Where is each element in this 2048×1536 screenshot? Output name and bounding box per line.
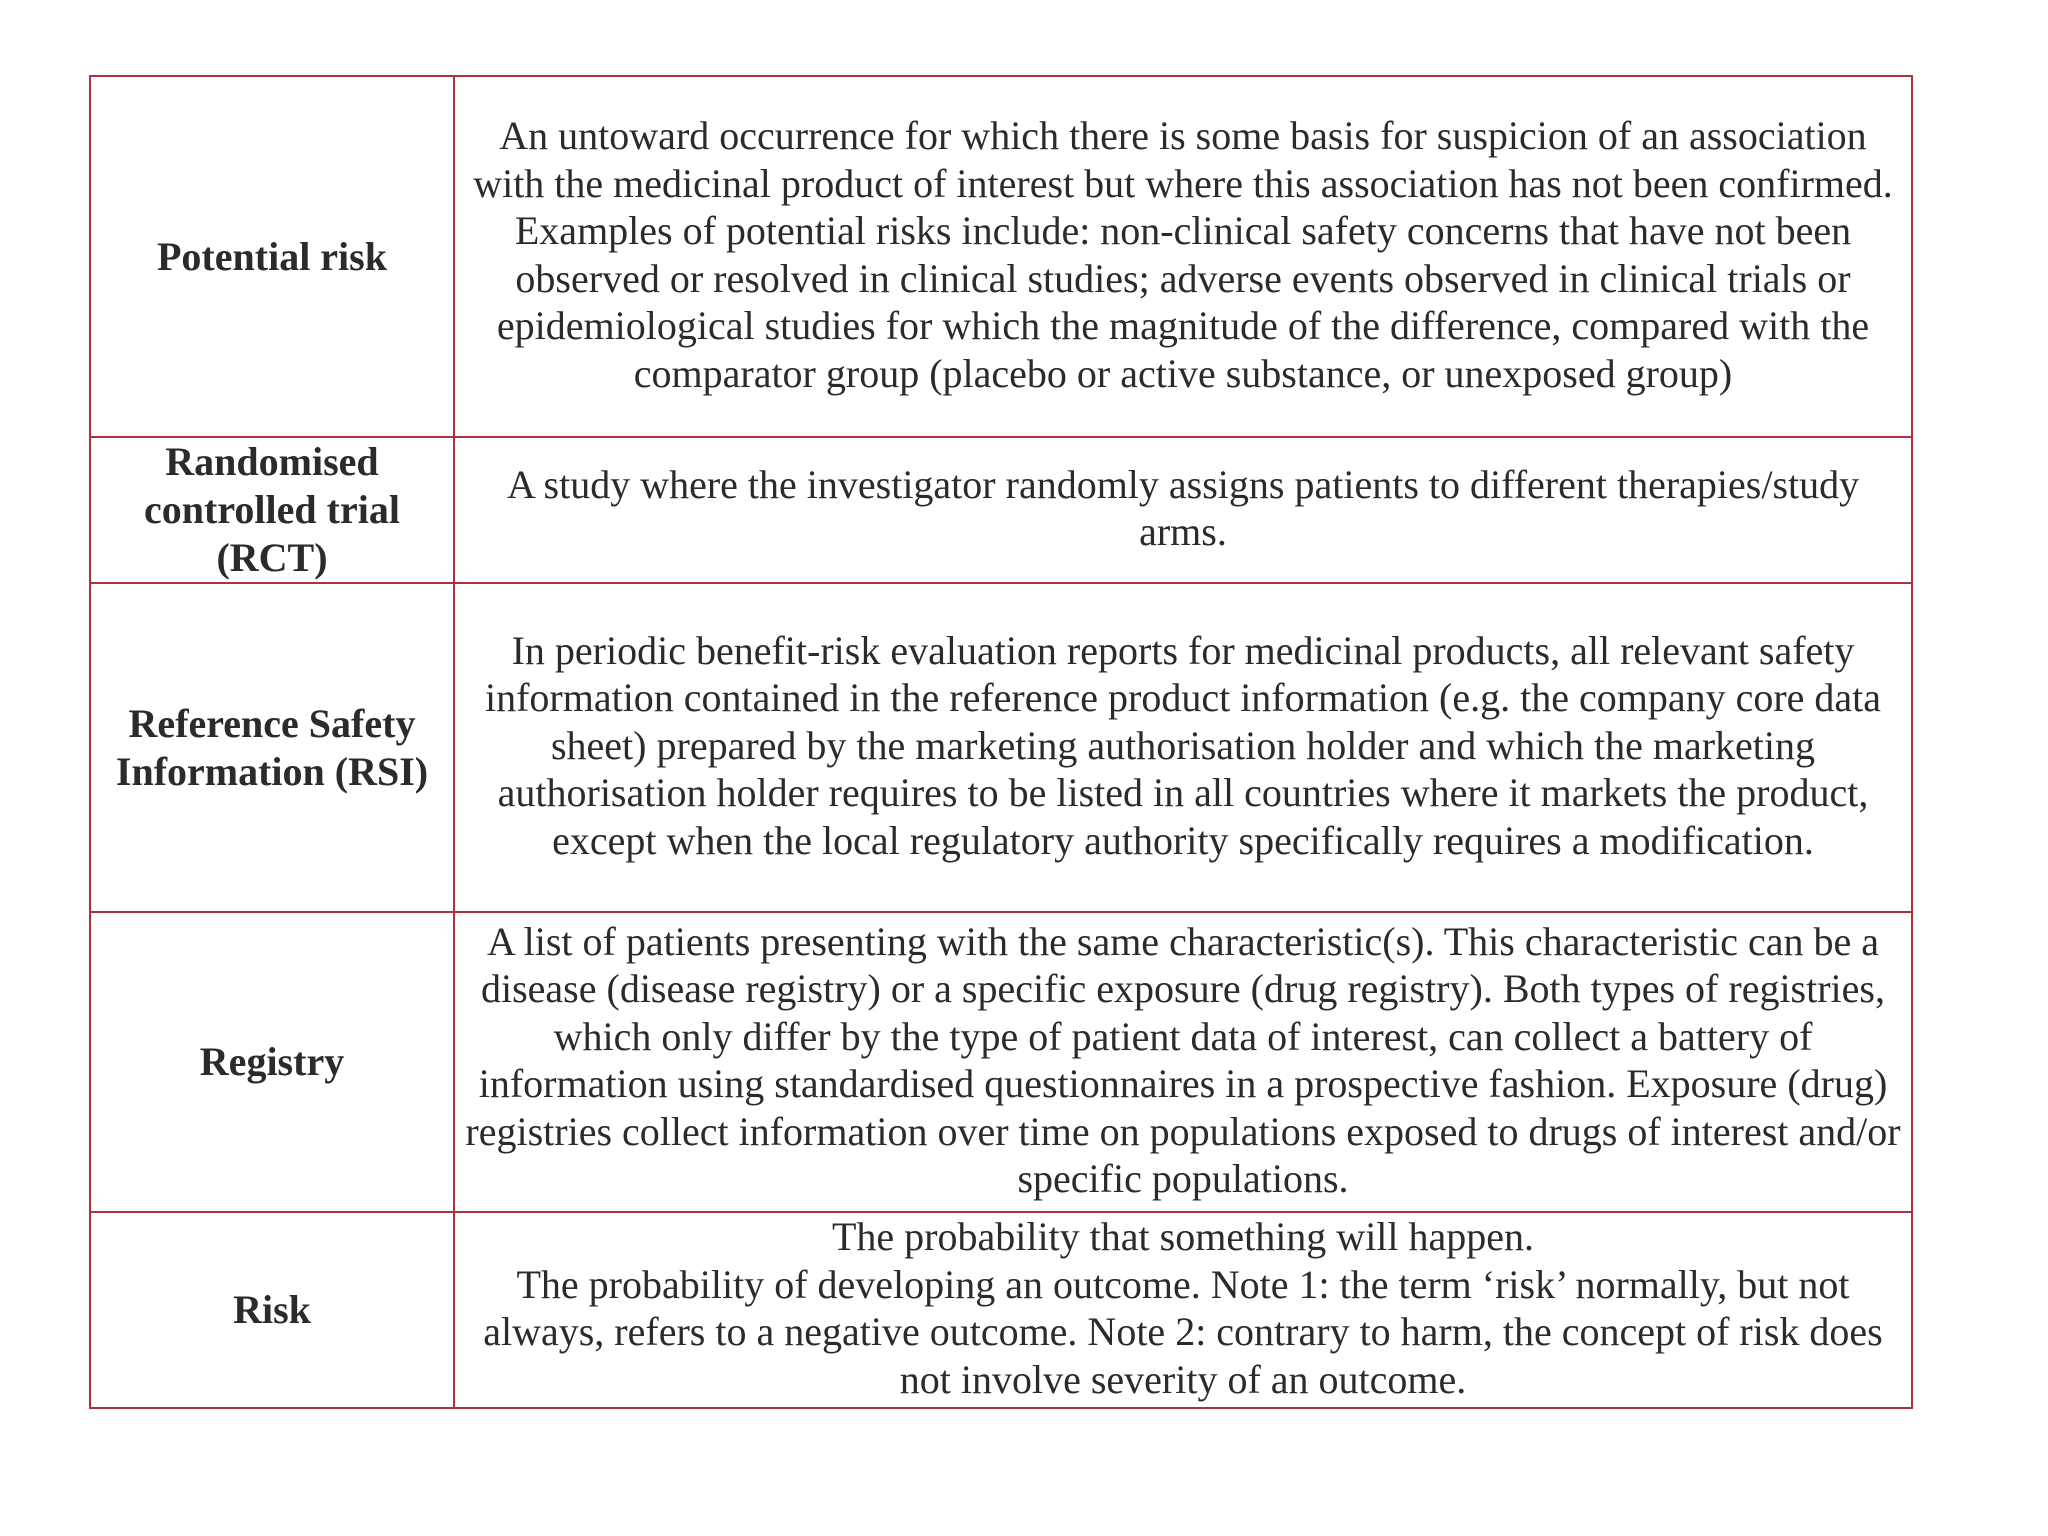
definition-cell: A study where the investigator randomly assigns patients to different therapies/study arms. <box>454 437 1912 583</box>
table-row <box>90 912 1912 1212</box>
definition-cell: In periodic benefit-risk evaluation reports for medicinal products, all relevant safety information contained in the reference product information (e.g. the company core data sheet) prepared by the marketing authorisation holder and which the marketing authorisation holder requires to be listed in all countries where it markets the product, except when the local regulatory authority specifically requires a modification. <box>454 583 1912 912</box>
term-cell: Registry <box>90 912 454 1212</box>
definition-cell: An untoward occurrence for which there is some basis for suspicion of an association with the medicinal product of interest but where this association has not been confirmed. Examples of potential risks include: non-clinical safety concerns that have not been observed or resolved in clinical studies; adverse events observed in clinical trials or epidemiological studies for which the magnitude of the difference, compared with the comparator group (placebo or active substance, or unexposed group) <box>454 76 1912 437</box>
definition-cell <box>454 1212 1912 1408</box>
definition-line: The probability that something will happen. <box>831 1214 1535 1259</box>
glossary-table <box>89 75 1913 1409</box>
term-cell: Randomised controlled trial (RCT) <box>90 437 454 583</box>
definition-cell: A list of patients presenting with the same characteristic(s). This characteristic can be a disease (disease registry) or a specific exposure (drug registry). Both types of registries, which only differ by the type of patient data of interest, can collect a battery of information using standardised questionnaires in a prospective fashion. Exposure (drug) registries collect information over time on populations exposed to drugs of interest and/or specific populations. <box>454 912 1912 1212</box>
table-row <box>90 1212 1912 1408</box>
table-row <box>90 437 1912 583</box>
table-row <box>90 583 1912 912</box>
term-cell: Potential risk <box>90 76 454 437</box>
definition-line: The probability of developing an outcome. Note 1: the term ‘risk’ normally, but not always, refers to a negative outcome. Note 2: contrary to harm, the concept of risk does not involve severity of an outcome. <box>483 1261 1883 1402</box>
table-row <box>90 76 1912 437</box>
term-cell: Risk <box>90 1212 454 1408</box>
term-cell: Reference Safety Information (RSI) <box>90 583 454 912</box>
